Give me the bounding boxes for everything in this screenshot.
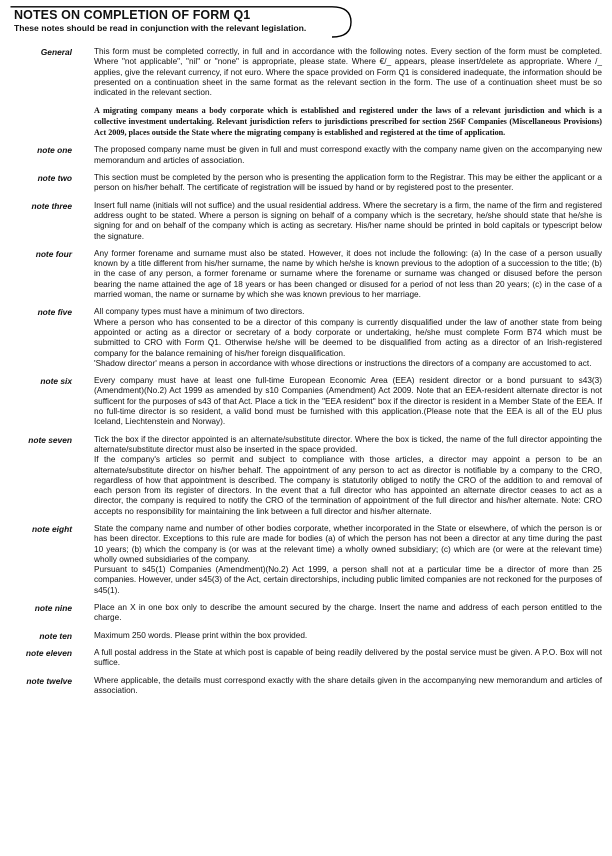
label-spacer bbox=[10, 105, 94, 138]
note-body bbox=[94, 676, 602, 697]
note-two bbox=[10, 173, 602, 194]
note-nine bbox=[10, 603, 602, 624]
notes-list bbox=[10, 47, 602, 696]
note-label: note eleven bbox=[25, 647, 72, 658]
note-paragraph: Insert full name (initials will not suffice) and the usual residential address. Where the secretary is a firm, the name of the firm and registered address ought to be stated. Where a person is signing on behalf of a company which is the secretary, he/she should state that he/she is signing for and on behalf of the company which is acting as secretary. His/her name should be printed in bold capitals or typescript below the signature. bbox=[94, 200, 602, 241]
note-label: note one bbox=[37, 145, 72, 156]
note-ten bbox=[10, 631, 602, 641]
note-body bbox=[94, 173, 602, 194]
note-paragraph: All company types must have a minimum of two directors. bbox=[94, 307, 305, 317]
note-body bbox=[94, 648, 602, 669]
note-body bbox=[94, 145, 602, 166]
note-label: note twelve bbox=[26, 675, 72, 686]
note-six bbox=[10, 376, 602, 427]
note-body bbox=[94, 603, 602, 624]
note-paragraph: A full postal address in the State at which post is capable of being readily delivered by the postal service must be given. A P.O. Box will not suffice. bbox=[94, 647, 602, 668]
note-paragraph: This section must be completed by the person who is presenting the application form to the Registrar. This may be either the applicant or a person on his/her behalf. The certificate of registration will be issued by hand or by registered post to the presenter. bbox=[94, 173, 602, 193]
note-body bbox=[94, 249, 602, 300]
note-five bbox=[10, 307, 602, 369]
note-three bbox=[10, 201, 602, 242]
note-body bbox=[94, 435, 602, 517]
note-label: note ten bbox=[39, 630, 72, 641]
note-label: note five bbox=[37, 307, 72, 318]
page-title: NOTES ON COMPLETION OF FORM Q1 bbox=[14, 8, 251, 22]
note-body bbox=[94, 307, 602, 369]
migrating-company-definition bbox=[10, 105, 602, 138]
note-label: note seven bbox=[28, 434, 72, 445]
note-eight bbox=[10, 524, 602, 596]
note-paragraph: If the company's articles so permit and subject to compliance with those articles, a director may appoint a person to be an alternate/substitute director on his/her behalf. The appointment of any person to act as director is notifiable by a company to the CRO, regardless of how that appointment is described. The company is statutorily obliged to notify the CRO of the addition to and removal of each person from its register of directors. In the event that a full director who has appointed an alternate director ceases to act as a director, the company is required to notify the CRO of the termination of appointment of the full director and his/her alternate. Note: CRO accepts no responsibility for maintaining the link between a full director and his/her alternate. bbox=[94, 455, 602, 516]
note-paragraph: Where a person who has consented to be a director of this company is currently disqualified under the law of another state from being appointed or acting as a director or secretary of a body corporate or undertaking, he/she must complete Form B74 which must be submitted to CRO with Form Q1. Otherwise he/she will be deemed to be disqualified from acting as a director of an Irish-registered company for the balance remaining of his/her foreign disqualification. bbox=[94, 317, 602, 358]
note-twelve bbox=[10, 676, 602, 697]
page-subtitle: These notes should be read in conjunction with the relevant legislation. bbox=[14, 23, 307, 33]
note-paragraph: Every company must have at least one full-time European Economic Area (EEA) resident director or a bond pursuant to s43(3) (Amendment)(No.2) Act 1999 as amended by s10 Companies (Amendment) Act 2009. Note that an EEA-resident alternate director is not sufficent for the purposes of s43 of that Act. Place a tick in the "EEA resident" box if the director is resident in a Member State of the EEA. If no full-time director is so resident, a valid bond must be furnished with this application.(Please note that the EEA is all of the EU plus Iceland, Liechtenstein and Norway). bbox=[94, 376, 602, 427]
note-four bbox=[10, 249, 602, 300]
note-body bbox=[94, 524, 602, 596]
note-body bbox=[94, 47, 602, 98]
note-body bbox=[94, 631, 602, 641]
note-label: note nine bbox=[34, 603, 72, 614]
note-label: note four bbox=[35, 248, 72, 259]
note-label: note two bbox=[37, 173, 72, 184]
note-label: General bbox=[40, 47, 72, 57]
note-seven bbox=[10, 435, 602, 517]
note-label: note eight bbox=[31, 523, 72, 534]
note-paragraph: Where applicable, the details must correspond exactly with the share details given in the accompanying new memorandum and articles of association. bbox=[94, 675, 602, 695]
note-body bbox=[94, 201, 602, 242]
note-paragraph: State the company name and number of other bodies corporate, whether incorporated in the State or elsewhere, of which the person is or has been director. Exceptions to this rule are made for bodies (a) of which the person has not been a director at any time during the past 10 years; (b) which the company is (or was at the relevant time) a wholly owned subsidiary; (c) which are (or were at the relevant time) wholly owned subsidiaries of the company. bbox=[94, 523, 602, 564]
note-paragraph: Tick the box if the director appointed is an alternate/substitute director. Where the box is ticked, the name of the full director appointing the alternate/substitute director must also be inserted in the space provided. bbox=[94, 434, 602, 454]
note-paragraph: Maximum 250 words. Please print within the box provided. bbox=[94, 630, 308, 640]
note-general bbox=[10, 47, 602, 98]
note-paragraph: This form must be completed correctly, in full and in accordance with the following notes. Every section of the form must be completed. Where "not applicable", "nil" or "none" is appropriate, please state. Where €/_ appears, please insert/delete as appropriate. Where /_ applies, give the relevant currency, if not euro. Where the space provided on Form Q1 is considered inadequate, the information should be presented on a continuation sheet in the same format as the relevant section in the form. The use of a continuation sheet must be so indicated in the relevant section. bbox=[94, 47, 602, 98]
note-body bbox=[94, 376, 602, 427]
note-eleven bbox=[10, 648, 602, 669]
header-banner bbox=[10, 6, 350, 38]
note-paragraph: Place an X in one box only to describe the amount secured by the charge. Insert the name and address of each person entitled to the charge. bbox=[94, 603, 602, 623]
definition-text: A migrating company means a body corporate which is established and registered under the laws of a relevant jurisdiction and which is a collective investment undertaking. Relevant jurisdiction refers to jurisdictions prescribed for section 256F Companies (Miscellaneous Provisions) Act 2009, places outside the State where the migrating company is established and registered at the time of application. bbox=[94, 106, 602, 138]
note-label: note three bbox=[31, 200, 72, 211]
note-one bbox=[10, 145, 602, 166]
note-paragraph: The proposed company name must be given in full and must correspond exactly with the company name given on the accompanying new memorandum and articles of association. bbox=[94, 145, 602, 165]
note-paragraph: 'Shadow director' means a person in accordance with whose directions or instructions the directors of a company are accustomed to act. bbox=[94, 358, 592, 368]
note-label: note six bbox=[40, 376, 72, 387]
note-paragraph: Pursuant to s45(1) Companies (Amendment)(No.2) Act 1999, a person shall not at a particular time be a director of more than 25 companies. However, under s45(3) of the Act, certain directorships, including public limited companies are not reckoned for the purposes of s45(1). bbox=[94, 565, 602, 595]
note-paragraph: Any former forename and surname must also be stated. However, it does not include the following: (a) In the case of a person usually known by a title different from his/her surname, the name by which he/she is known previous to the adoption of a succession to the title; (b) in the case of any person, a former forename or surname where the forename or surname was changed or disused before the person bearing the name attained the age of 18 years or has been changed or disused for a period of not less than 20 years; (c) in the case of a married woman, the name or surname by which she was known previous to her marriage. bbox=[94, 248, 602, 300]
